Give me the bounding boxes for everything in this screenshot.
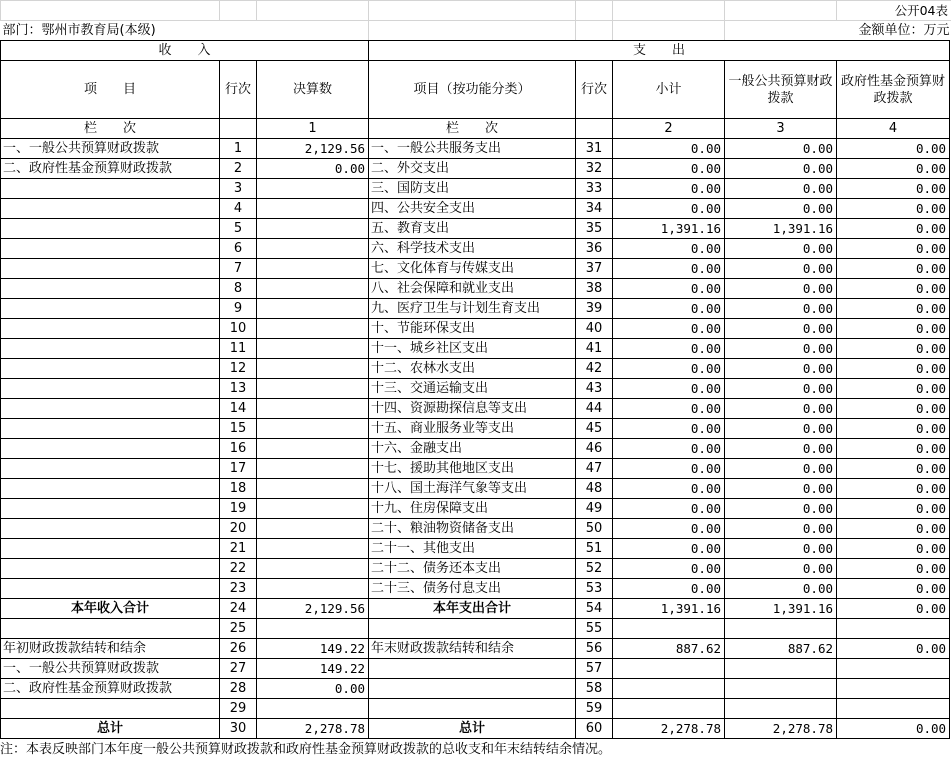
income-item-cell: 二、政府性基金预算财政拨款 [1,159,220,179]
income-item-cell: 本年收入合计 [1,599,220,619]
expense-item-cell: 四、公共安全支出 [369,199,576,219]
department-label: 部门：鄂州市教育局(本级) [2,23,156,39]
general-budget-cell: 887.62 [725,639,837,659]
table-row [1,719,950,739]
table-row [1,239,950,259]
gov-fund-cell: 0.00 [837,219,950,239]
expense-line-no-cell: 57 [576,659,613,679]
general-budget-cell: 0.00 [725,259,837,279]
income-line-no-cell: 22 [220,559,257,579]
income-item-cell [1,379,220,399]
income-line-no-cell: 11 [220,339,257,359]
col-header-final-amount: 决算数 [257,61,369,119]
expense-line-no-cell: 51 [576,539,613,559]
subtotal-cell: 887.62 [613,639,725,659]
income-amount-cell [257,359,369,379]
income-item-cell [1,479,220,499]
table-row [1,679,950,699]
expense-line-no-cell: 50 [576,519,613,539]
gov-fund-cell: 0.00 [837,639,950,659]
expense-item-cell: 十五、商业服务业等支出 [369,419,576,439]
index-col4: 4 [837,119,950,139]
expense-item-cell: 十三、交通运输支出 [369,379,576,399]
gov-fund-cell [837,699,950,719]
income-amount-cell [257,479,369,499]
income-item-cell [1,399,220,419]
expense-line-no-cell: 39 [576,299,613,319]
expense-item-cell: 十二、农林水支出 [369,359,576,379]
gov-fund-cell: 0.00 [837,299,950,319]
gov-fund-cell: 0.00 [837,519,950,539]
subtotal-cell: 0.00 [613,339,725,359]
expense-line-no-cell: 56 [576,639,613,659]
income-item-cell [1,199,220,219]
income-line-no-cell: 1 [220,139,257,159]
subtotal-cell: 0.00 [613,359,725,379]
table-row [1,399,950,419]
income-line-no-cell: 21 [220,539,257,559]
expense-item-cell: 十八、国土海洋气象等支出 [369,479,576,499]
income-amount-cell [257,399,369,419]
expense-line-no-cell: 31 [576,139,613,159]
income-item-cell [1,359,220,379]
subtotal-cell: 0.00 [613,459,725,479]
gov-fund-cell: 0.00 [837,439,950,459]
general-budget-cell: 0.00 [725,519,837,539]
gov-fund-cell: 0.00 [837,479,950,499]
expense-item-cell: 三、国防支出 [369,179,576,199]
subtotal-cell: 0.00 [613,379,725,399]
table-row [1,479,950,499]
subtotal-cell: 0.00 [613,299,725,319]
income-amount-cell [257,699,369,719]
general-budget-cell: 0.00 [725,299,837,319]
general-budget-cell: 0.00 [725,559,837,579]
index-row [1,119,950,139]
subtotal-cell: 0.00 [613,419,725,439]
gov-fund-cell [837,619,950,639]
subtotal-cell: 0.00 [613,279,725,299]
income-section-header: 收 入 [1,41,369,61]
expense-item-cell: 二十三、债务付息支出 [369,579,576,599]
income-line-no-cell: 27 [220,659,257,679]
income-line-no-cell: 12 [220,359,257,379]
subtotal-cell: 0.00 [613,559,725,579]
gov-fund-cell: 0.00 [837,599,950,619]
expense-line-no-cell: 38 [576,279,613,299]
subtotal-cell [613,699,725,719]
table-row [1,179,950,199]
gov-fund-cell: 0.00 [837,539,950,559]
income-item-cell [1,179,220,199]
income-line-no-cell: 10 [220,319,257,339]
income-item-cell [1,419,220,439]
table-code: 公开04表 [837,1,951,21]
col-header-general-budget: 一般公共预算财政拨款 [725,61,837,119]
income-item-cell [1,699,220,719]
general-budget-cell: 0.00 [725,379,837,399]
expense-line-no-cell: 43 [576,379,613,399]
table-row [1,139,950,159]
gov-fund-cell: 0.00 [837,319,950,339]
income-line-no-cell: 15 [220,419,257,439]
general-budget-cell: 1,391.16 [725,219,837,239]
income-amount-cell [257,339,369,359]
general-budget-cell: 0.00 [725,479,837,499]
table-row [1,339,950,359]
expense-line-no-cell: 44 [576,399,613,419]
income-item-cell: 二、政府性基金预算财政拨款 [1,679,220,699]
expense-item-cell: 二十二、债务还本支出 [369,559,576,579]
table-row [1,659,950,679]
income-amount-cell: 149.22 [257,639,369,659]
income-item-cell [1,339,220,359]
income-amount-cell: 2,278.78 [257,719,369,739]
income-line-no-cell: 20 [220,519,257,539]
gov-fund-cell: 0.00 [837,259,950,279]
income-amount-cell [257,319,369,339]
table-row [1,259,950,279]
income-amount-cell [257,579,369,599]
subtotal-cell: 0.00 [613,139,725,159]
expense-line-no-cell: 58 [576,679,613,699]
general-budget-cell: 0.00 [725,239,837,259]
general-budget-cell: 0.00 [725,199,837,219]
general-budget-cell: 0.00 [725,339,837,359]
general-budget-cell: 0.00 [725,159,837,179]
gov-fund-cell [837,659,950,679]
expense-line-no-cell: 40 [576,319,613,339]
expense-line-no-cell: 55 [576,619,613,639]
income-item-cell [1,219,220,239]
income-amount-cell [257,179,369,199]
income-item-cell: 总计 [1,719,220,739]
income-item-cell: 一、一般公共预算财政拨款 [1,139,220,159]
income-item-cell: 年初财政拨款结转和结余 [1,639,220,659]
income-amount-cell: 2,129.56 [257,599,369,619]
gov-fund-cell: 0.00 [837,359,950,379]
gov-fund-cell: 0.00 [837,379,950,399]
general-budget-cell [725,699,837,719]
income-amount-cell: 149.22 [257,659,369,679]
income-amount-cell: 2,129.56 [257,139,369,159]
expense-line-no-cell: 42 [576,359,613,379]
expense-item-cell: 十、节能环保支出 [369,319,576,339]
expense-line-no-cell: 41 [576,339,613,359]
general-budget-cell: 0.00 [725,539,837,559]
general-budget-cell: 1,391.16 [725,599,837,619]
income-item-cell [1,279,220,299]
subtotal-cell: 0.00 [613,199,725,219]
subtotal-cell: 0.00 [613,159,725,179]
col-header-subtotal: 小计 [613,61,725,119]
table-row [1,459,950,479]
col-header-line-no: 行次 [220,61,257,119]
general-budget-cell [725,659,837,679]
footnote: 注：本表反映部门本年度一般公共预算财政拨款和政府性基金预算财政拨款的总收支和年末结转结余情况。 [0,742,612,757]
subtotal-cell: 0.00 [613,399,725,419]
gov-fund-cell: 0.00 [837,579,950,599]
subtotal-cell: 0.00 [613,319,725,339]
subtotal-cell [613,659,725,679]
income-line-no-cell: 30 [220,719,257,739]
income-line-no-cell: 25 [220,619,257,639]
col-header-item-by-function: 项目（按功能分类） [369,61,576,119]
income-amount-cell [257,279,369,299]
income-amount-cell [257,539,369,559]
subtotal-cell: 0.00 [613,499,725,519]
income-line-no-cell: 26 [220,639,257,659]
income-amount-cell: 0.00 [257,159,369,179]
expense-line-no-cell: 34 [576,199,613,219]
table-row [1,279,950,299]
index-label-left: 栏 次 [1,119,220,139]
subtotal-cell: 0.00 [613,539,725,559]
col-header-gov-fund: 政府性基金预算财政拨款 [837,61,950,119]
table-row [1,559,950,579]
income-line-no-cell: 9 [220,299,257,319]
subtotal-cell: 0.00 [613,439,725,459]
income-line-no-cell: 24 [220,599,257,619]
income-line-no-cell: 13 [220,379,257,399]
income-item-cell [1,539,220,559]
general-budget-cell: 0.00 [725,279,837,299]
general-budget-cell [725,679,837,699]
income-item-cell [1,519,220,539]
gov-fund-cell: 0.00 [837,279,950,299]
income-amount-cell [257,219,369,239]
table-row [1,379,950,399]
index-col3: 3 [725,119,837,139]
expense-line-no-cell: 59 [576,699,613,719]
expense-item-cell: 九、医疗卫生与计划生育支出 [369,299,576,319]
subtotal-cell: 1,391.16 [613,599,725,619]
income-line-no-cell: 14 [220,399,257,419]
table-row [1,439,950,459]
income-item-cell [1,579,220,599]
expense-line-no-cell: 32 [576,159,613,179]
income-line-no-cell: 3 [220,179,257,199]
gov-fund-cell: 0.00 [837,399,950,419]
income-line-no-cell: 18 [220,479,257,499]
gov-fund-cell: 0.00 [837,499,950,519]
expense-item-cell [369,699,576,719]
subtotal-cell [613,619,725,639]
expense-line-no-cell: 52 [576,559,613,579]
general-budget-cell: 0.00 [725,499,837,519]
income-amount-cell [257,379,369,399]
income-amount-cell [257,419,369,439]
table-row [1,639,950,659]
expense-item-cell: 二十一、其他支出 [369,539,576,559]
gov-fund-cell: 0.00 [837,339,950,359]
table-row [1,159,950,179]
expense-line-no-cell: 53 [576,579,613,599]
index-label-right: 栏 次 [369,119,576,139]
general-budget-cell: 0.00 [725,579,837,599]
income-line-no-cell: 4 [220,199,257,219]
gov-fund-cell: 0.00 [837,179,950,199]
general-budget-cell: 0.00 [725,359,837,379]
table-row [1,579,950,599]
table-row [1,619,950,639]
expense-item-cell: 十六、金融支出 [369,439,576,459]
expense-item-cell: 六、科学技术支出 [369,239,576,259]
income-line-no-cell: 23 [220,579,257,599]
income-item-cell [1,299,220,319]
table-body [1,139,950,739]
expense-line-no-cell: 48 [576,479,613,499]
expense-item-cell: 二十、粮油物资储备支出 [369,519,576,539]
expense-line-no-cell: 36 [576,239,613,259]
unit-label: 金额单位：万元 [858,23,950,39]
general-budget-cell: 0.00 [725,139,837,159]
expense-item-cell: 五、教育支出 [369,219,576,239]
income-amount-cell: 0.00 [257,679,369,699]
expense-item-cell: 十一、城乡社区支出 [369,339,576,359]
finance-table [0,40,950,739]
general-budget-cell: 2,278.78 [725,719,837,739]
subtotal-cell: 0.00 [613,179,725,199]
income-item-cell [1,319,220,339]
general-budget-cell: 0.00 [725,439,837,459]
table-row [1,419,950,439]
general-budget-cell: 0.00 [725,399,837,419]
table-row [1,319,950,339]
income-amount-cell [257,299,369,319]
subtotal-cell: 0.00 [613,579,725,599]
expense-item-cell: 年末财政拨款结转和结余 [369,639,576,659]
table-row [1,219,950,239]
income-line-no-cell: 28 [220,679,257,699]
column-header-row [1,61,950,119]
expense-line-no-cell: 47 [576,459,613,479]
expense-item-cell: 十四、资源勘探信息等支出 [369,399,576,419]
income-amount-cell [257,559,369,579]
table-row [1,539,950,559]
expense-item-cell: 十九、住房保障支出 [369,499,576,519]
income-item-cell [1,239,220,259]
expense-item-cell [369,619,576,639]
col-header-line-no-2: 行次 [576,61,613,119]
subtotal-cell: 0.00 [613,479,725,499]
subtotal-cell: 1,391.16 [613,219,725,239]
subtotal-cell: 0.00 [613,519,725,539]
income-amount-cell [257,239,369,259]
expense-item-cell: 一、一般公共服务支出 [369,139,576,159]
income-item-cell [1,559,220,579]
income-item-cell [1,619,220,639]
subtotal-cell: 0.00 [613,239,725,259]
expense-item-cell: 二、外交支出 [369,159,576,179]
income-line-no-cell: 16 [220,439,257,459]
income-amount-cell [257,259,369,279]
expense-item-cell: 七、文化体育与传媒支出 [369,259,576,279]
index-col1: 1 [257,119,369,139]
expense-item-cell: 八、社会保障和就业支出 [369,279,576,299]
income-amount-cell [257,199,369,219]
section-header-row [1,41,950,61]
gov-fund-cell: 0.00 [837,159,950,179]
expense-item-cell: 十七、援助其他地区支出 [369,459,576,479]
subtotal-cell [613,679,725,699]
table-row [1,599,950,619]
general-budget-cell: 0.00 [725,319,837,339]
expense-item-cell: 本年支出合计 [369,599,576,619]
gov-fund-cell: 0.00 [837,139,950,159]
general-budget-cell: 0.00 [725,459,837,479]
expense-item-cell: 总计 [369,719,576,739]
income-item-cell: 一、一般公共预算财政拨款 [1,659,220,679]
table-row [1,199,950,219]
expense-line-no-cell: 60 [576,719,613,739]
table-row [1,299,950,319]
gov-fund-cell: 0.00 [837,239,950,259]
income-line-no-cell: 5 [220,219,257,239]
income-amount-cell [257,459,369,479]
general-budget-cell [725,619,837,639]
income-line-no-cell: 7 [220,259,257,279]
table-row [1,359,950,379]
table-row [1,699,950,719]
gov-fund-cell: 0.00 [837,419,950,439]
gov-fund-cell: 0.00 [837,459,950,479]
gov-fund-cell: 0.00 [837,199,950,219]
expense-line-no-cell: 33 [576,179,613,199]
expense-line-no-cell: 49 [576,499,613,519]
income-amount-cell [257,519,369,539]
income-line-no-cell: 2 [220,159,257,179]
income-amount-cell [257,499,369,519]
income-line-no-cell: 17 [220,459,257,479]
index-col2: 2 [613,119,725,139]
income-item-cell [1,499,220,519]
expense-line-no-cell: 35 [576,219,613,239]
income-amount-cell [257,619,369,639]
general-budget-cell: 0.00 [725,419,837,439]
expense-line-no-cell: 54 [576,599,613,619]
subtotal-cell: 0.00 [613,259,725,279]
income-item-cell [1,459,220,479]
income-line-no-cell: 8 [220,279,257,299]
income-item-cell [1,439,220,459]
caption-grid [0,0,951,41]
income-item-cell [1,259,220,279]
expense-line-no-cell: 46 [576,439,613,459]
expense-item-cell [369,679,576,699]
subtotal-cell: 2,278.78 [613,719,725,739]
gov-fund-cell: 0.00 [837,559,950,579]
income-line-no-cell: 6 [220,239,257,259]
table-row [1,499,950,519]
income-line-no-cell: 29 [220,699,257,719]
income-amount-cell [257,439,369,459]
expense-line-no-cell: 45 [576,419,613,439]
expense-item-cell [369,659,576,679]
income-line-no-cell: 19 [220,499,257,519]
gov-fund-cell [837,679,950,699]
expense-line-no-cell: 37 [576,259,613,279]
general-budget-cell: 0.00 [725,179,837,199]
table-row [1,519,950,539]
col-header-item: 项 目 [1,61,220,119]
gov-fund-cell: 0.00 [837,719,950,739]
expense-section-header: 支 出 [369,41,950,61]
